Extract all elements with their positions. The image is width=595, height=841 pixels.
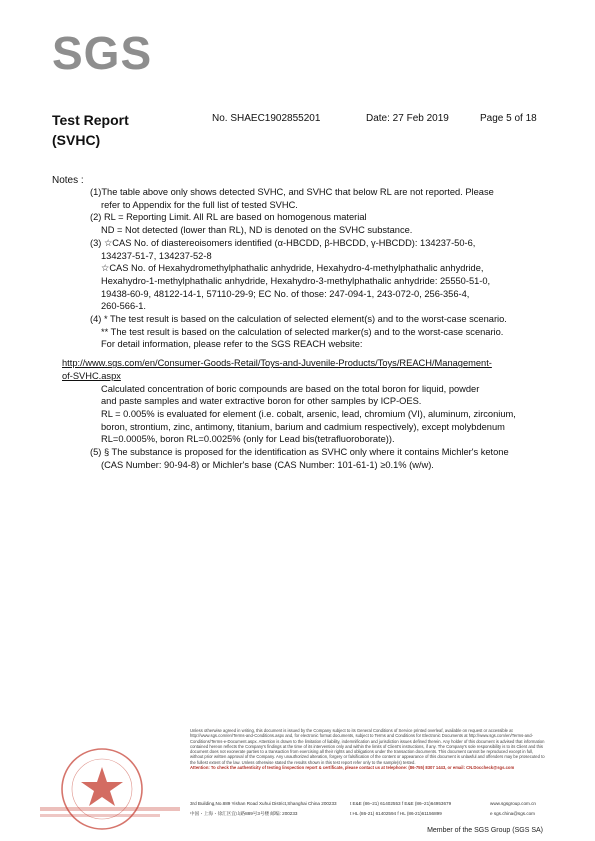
- sgs-logo: SGS: [52, 27, 153, 79]
- email-text[interactable]: e sgs.china@sgs.com: [490, 811, 536, 816]
- contact-chinese: t HL (86-21) 61402594 f HL (86-21)61156899: [350, 811, 442, 816]
- reach-website-link[interactable]: http://www.sgs.com/en/Consumer-Goods-Retail/Toys-and-Juvenile-Products/Toys/REACH/Management-: [62, 358, 492, 369]
- note-line: (CAS Number: 90-94-8) or Michler's base (CAS Number: 101-61-1) ≥0.1% (w/w).: [101, 459, 434, 470]
- note-line: ** The test result is based on the calculation of selected marker(s) and to the worst-case scenario.: [101, 326, 504, 337]
- note-line: (5) § The substance is proposed for the identification as SVHC only where it contains Michler's ketone: [90, 447, 509, 458]
- official-seal-icon: [40, 737, 180, 837]
- note-line: Hexahydro-1-methylphathalic anhydride, Hexahydro-3-methylphathalic anhydride: 25550-51-0,: [101, 275, 491, 286]
- note-line: ☆CAS No. of Hexahydromethylphathalic anhydride, Hexahydro-4-methylphathalic anhydride,: [101, 263, 484, 274]
- note-line: ND = Not detected (lower than RL), ND is denoted on the SVHC substance.: [101, 225, 413, 236]
- page-number: Page 5 of 18: [480, 113, 537, 124]
- note-line: and paste samples and water extractive boron for other samples by ICP-OES.: [101, 396, 422, 407]
- note-line: (2) RL = Reporting Limit. All RL are based on homogenous material: [90, 212, 367, 223]
- report-number: No. SHAEC1902855201: [212, 113, 321, 124]
- note-line: (4) * The test result is based on the calculation of selected element(s) and to the worst-case scenario.: [90, 314, 507, 325]
- authenticity-notice: Attention: To check the authenticity of testing /inspection report & certificate, please contact us at telephone: (86-755) 8307 1443, or email: CN.Doccheck@sgs.com: [190, 765, 515, 771]
- note-line: (1)The table above only shows detected SVHC, and SVHC that below RL are not reported. Please: [90, 187, 494, 197]
- note-line: (3) ☆CAS No. of diastereoisomers identified (α-HBCDD, β-HBCDD, γ-HBCDD): 134237-50-6,: [90, 237, 476, 248]
- sgs-group-member: Member of the SGS Group (SGS SA): [427, 827, 543, 834]
- address-chinese: 中国・上海・徐汇区宜山路889号3号楼 邮编: 200233: [190, 811, 298, 816]
- note-line: Calculated concentration of boric compounds are based on the total boron for liquid, powder: [101, 383, 480, 394]
- note-line: boron, strontium, zinc, antimony, titanium, barium and cadmium respectively), except molybdenum: [101, 421, 505, 432]
- note-line: For detail information, please refer to the SGS REACH website:: [101, 339, 363, 350]
- contact-english: t E&E (86–21) 61402553 f E&E (86–21)64953679: [350, 801, 452, 806]
- notes-body: [62, 186, 540, 471]
- website-text[interactable]: www.sgsgroup.com.cn: [490, 801, 536, 806]
- note-line: refer to Appendix for the full list of tested SVHC.: [101, 199, 298, 210]
- note-line: 134237-51-7, 134237-52-8: [101, 250, 212, 261]
- note-line: 19438-60-9, 48122-14-1, 57110-29-9; EC No. of those: 247-094-1, 243-072-0, 256-356-4,: [101, 288, 470, 299]
- note-line: RL = 0.005% is evaluated for element (i.e. cobalt, arsenic, lead, chromium (VI), aluminum, zirconium,: [101, 408, 516, 419]
- reach-website-link-cont[interactable]: of-SVHC.aspx: [62, 370, 121, 381]
- note-line: RL=0.0005%, boron RL=0.0025% (only for Lead bis(tetrafluoroborate)).: [101, 434, 395, 445]
- address-english: 3rd Building,No.889 Yishan Road Xuhui District,Shanghai China 200233: [190, 801, 337, 806]
- disclaimer-text: Unless otherwise agreed in writing, this document is issued by the Company subject to its General Conditions of Service printed overleaf, available on request or accessible at http://www.sgs.com/en/Terms-and-Conditions.aspx and, for electronic format documents, subject to Terms and Conditions for Electronic Documents at http://www.sgs.com/en/Terms-and-Conditions/Terms-e-Document.aspx. Attention is drawn to the limitation of liability, indemnification and jurisdiction issues defined therein. Any holder of this document is advised that information contained hereon reflects the Company's findings at the time of its intervention only and within the limits of Client's instructions, if any. The Company's sole responsibility is to its Client and this document does not exonerate parties to a transaction from exercising all their rights and obligations under the transaction documents. This document cannot be reproduced except in full, without prior written approval of the Company. Any unauthorized alteration, forgery or falsification of the content or appearance of this document is unlawful and offenders may be prosecuted to the fullest extent of the law. Unless otherwise stated the results shown in this test report refer only to the sample(s) tested.: [190, 728, 545, 765]
- notes-label: Notes :: [52, 175, 84, 186]
- report-date: Date: 27 Feb 2019: [366, 113, 449, 124]
- title-line-2: (SVHC): [52, 132, 101, 148]
- report-title: [52, 110, 129, 150]
- legal-disclaimer: [190, 728, 545, 770]
- title-line-1: Test Report: [52, 112, 129, 128]
- note-line: 260-566-1.: [101, 301, 146, 312]
